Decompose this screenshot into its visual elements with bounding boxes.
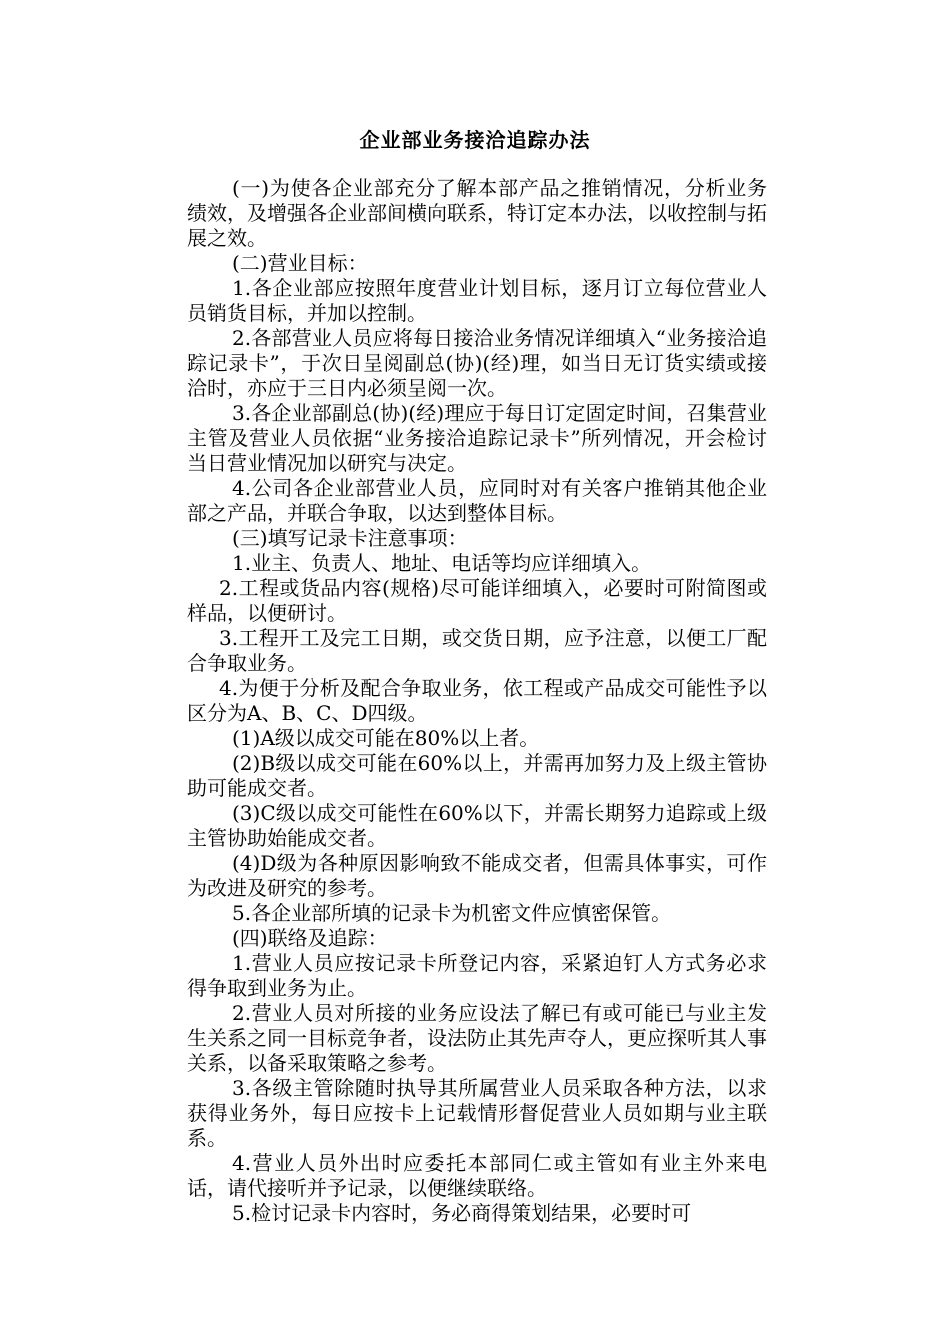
section-heading: (四)联络及追踪： — [232, 926, 388, 950]
paragraph: (1)A级以成交可能在80%以上者。 — [232, 726, 540, 750]
paragraph: 5.检讨记录卡内容时，务必商得策划结果，必要时可 — [232, 1201, 692, 1225]
paragraph: 1.营业人员应按记录卡所登记内容，采紧迫钉人方式务必求得争取到业务为止。 — [187, 951, 767, 1000]
paragraph: 4.营业人员外出时应委托本部同仁或主管如有业主外来电话，请代接听并予记录，以便继续联络。 — [187, 1151, 767, 1200]
paragraph: 2.各部营业人员应将每日接洽业务情况详细填入“业务接洽追踪记录卡”，于次日呈阅副总(协)(经)理，如当日无订货实绩或接洽时，亦应于三日内必须呈阅一次。 — [187, 326, 767, 400]
paragraph: (4)D级为各种原因影响致不能成交者，但需具体事实，可作为改进及研究的参考。 — [187, 851, 767, 900]
paragraph: 2.营业人员对所接的业务应设法了解已有或可能已与业主发生关系之同一目标竞争者，设法防止其先声夺人，更应探听其人事关系，以备采取策略之参考。 — [187, 1001, 767, 1075]
paragraph: 1.各企业部应按照年度营业计划目标，逐月订立每位营业人员销货目标，并加以控制。 — [187, 276, 767, 325]
paragraph: 4.公司各企业部营业人员，应同时对有关客户推销其他企业部之产品，并联合争取，以达到整体目标。 — [187, 476, 767, 525]
paragraph: 5.各企业部所填的记录卡为机密文件应慎密保管。 — [232, 901, 672, 925]
paragraph: (3)C级以成交可能性在60%以下，并需长期努力追踪或上级主管协助始能成交者。 — [187, 801, 767, 850]
paragraph: (一)为使各企业部充分了解本部产品之推销情况，分析业务绩效，及增强各企业部间横向联系，特订定本办法，以收控制与拓展之效。 — [187, 176, 767, 250]
paragraph: (2)B级以成交可能在60%以上，并需再加努力及上级主管协助可能成交者。 — [187, 751, 767, 800]
paragraph: 1.业主、负责人、地址、电话等均应详细填入。 — [232, 551, 652, 575]
paragraph: 3.工程开工及完工日期，或交货日期，应予注意，以便工厂配合争取业务。 — [187, 626, 767, 675]
paragraph: 2.工程或货品内容(规格)尽可能详细填入，必要时可附简图或样品，以便研讨。 — [187, 576, 767, 625]
section-heading: (三)填写记录卡注意事项： — [232, 526, 468, 550]
paragraph: 4.为便于分析及配合争取业务，依工程或产品成交可能性予以区分为A、B、C、D四级。 — [187, 676, 767, 725]
paragraph: 3.各企业部副总(协)(经)理应于每日订定固定时间，召集营业主管及营业人员依据“业务接洽追踪记录卡”所列情况，开会检讨当日营业情况加以研究与决定。 — [187, 401, 767, 475]
document-title: 企业部业务接洽追踪办法 — [359, 128, 591, 152]
document-body — [187, 176, 767, 1226]
section-heading: (二)营业目标： — [232, 251, 368, 275]
paragraph: 3.各级主管除随时执导其所属营业人员采取各种方法，以求获得业务外，每日应按卡上记载情形督促营业人员如期与业主联系。 — [187, 1076, 767, 1150]
